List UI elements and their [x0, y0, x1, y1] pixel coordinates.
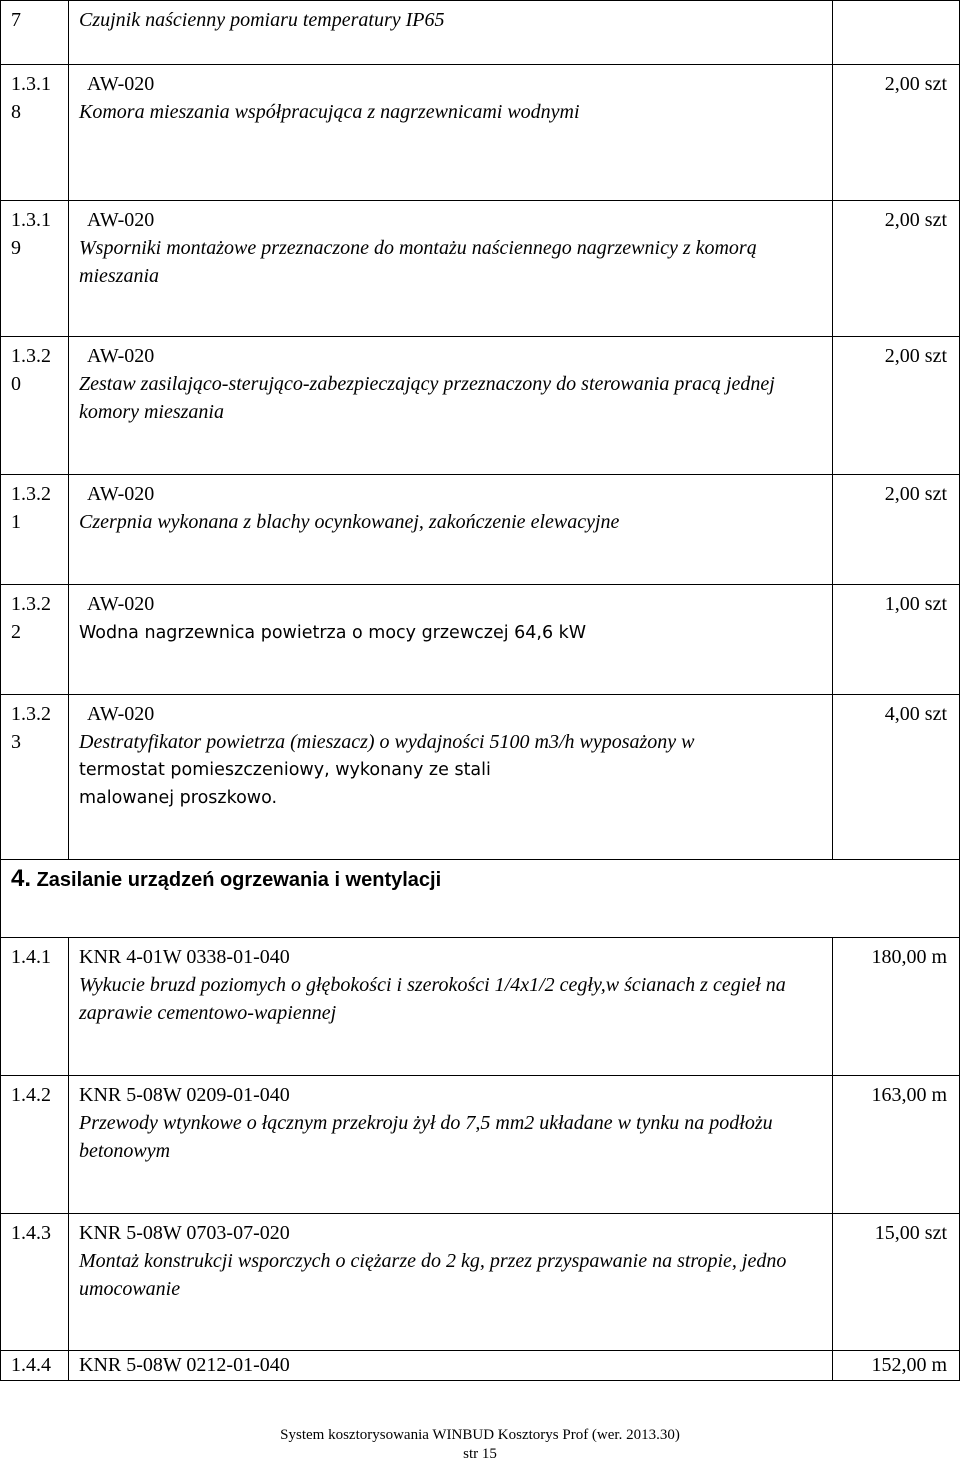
position-number: 1.3.2 3	[1, 695, 69, 860]
position-quantity: 2,00 szt	[833, 475, 960, 585]
description-text: Zestaw zasilająco-sterująco-zabezpieczający przeznaczony do sterowania pracą jednej komory mieszania	[79, 373, 775, 423]
position-number: 1.4.1	[1, 938, 69, 1076]
position-quantity	[833, 1, 960, 65]
catalog-code: AW-020	[87, 703, 155, 725]
catalog-code: KNR 5-08W 0209-01-040	[79, 1084, 290, 1106]
description-text: Czerpnia wykonana z blachy ocynkowanej, zakończenie elewacyjne	[79, 511, 620, 533]
software-info: System kosztorysowania WINBUD Kosztorys Prof (wer. 2013.30)	[280, 1427, 680, 1443]
position-quantity: 2,00 szt	[833, 65, 960, 201]
catalog-code: AW-020	[87, 345, 155, 367]
position-description	[69, 201, 833, 337]
description-text: Montaż konstrukcji wsporczych o ciężarze do 2 kg, przez przyspawanie na stropie, jedno umocowanie	[79, 1250, 787, 1300]
catalog-code: KNR 5-08W 0212-01-040	[79, 1354, 290, 1376]
position-description	[69, 585, 833, 695]
position-quantity: 152,00 m	[833, 1351, 960, 1381]
table-row	[1, 1, 960, 65]
section-header-row	[1, 860, 960, 938]
position-quantity: 163,00 m	[833, 1076, 960, 1214]
table-row	[1, 337, 960, 475]
position-number: 1.3.1 8	[1, 65, 69, 201]
position-description	[69, 65, 833, 201]
position-quantity: 2,00 szt	[833, 201, 960, 337]
description-text: Wsporniki montażowe przeznaczone do montażu naściennego nagrzewnicy z komorą mieszania	[79, 237, 757, 287]
position-description	[69, 1076, 833, 1214]
page-number: str 15	[463, 1446, 497, 1462]
description-text: Wykucie bruzd poziomych o głębokości i szerokości 1/4x1/2 cegły,w ścianach z cegieł na zaprawie cementowo-wapiennej	[79, 974, 786, 1024]
catalog-code: KNR 5-08W 0703-07-020	[79, 1222, 290, 1244]
position-description	[69, 1351, 833, 1381]
table-row	[1, 201, 960, 337]
table-row	[1, 1351, 960, 1381]
section-title: Zasilanie urządzeń ogrzewania i wentylacji	[36, 869, 442, 891]
position-quantity: 1,00 szt	[833, 585, 960, 695]
position-quantity: 180,00 m	[833, 938, 960, 1076]
table-row	[1, 1214, 960, 1351]
catalog-code: AW-020	[87, 209, 155, 231]
catalog-code: KNR 4-01W 0338-01-040	[79, 946, 290, 968]
description-text: Destratyfikator powietrza (mieszacz) o wydajności 5100 m3/h wyposażony w	[79, 731, 695, 753]
position-quantity: 4,00 szt	[833, 695, 960, 860]
table-row	[1, 65, 960, 201]
position-description	[69, 695, 833, 860]
position-description	[69, 1214, 833, 1351]
table-row	[1, 585, 960, 695]
catalog-code: AW-020	[87, 593, 155, 615]
position-quantity: 15,00 szt	[833, 1214, 960, 1351]
description-text: Komora mieszania współpracująca z nagrzewnicami wodnymi	[79, 101, 580, 123]
table-row	[1, 695, 960, 860]
catalog-code: AW-020	[87, 73, 155, 95]
position-number: 1.3.1 9	[1, 201, 69, 337]
position-description	[69, 1, 833, 65]
position-number: 7	[1, 1, 69, 65]
page-footer	[0, 1426, 960, 1464]
description-text: Wodna nagrzewnica powietrza o mocy grzewczej 64,6 kW	[79, 623, 587, 643]
position-number: 1.4.3	[1, 1214, 69, 1351]
section-number: 4.	[11, 865, 32, 892]
table-row	[1, 1076, 960, 1214]
position-number: 1.3.2 2	[1, 585, 69, 695]
position-number: 1.4.4	[1, 1351, 69, 1381]
position-description	[69, 938, 833, 1076]
position-description	[69, 337, 833, 475]
description-text: Przewody wtynkowe o łącznym przekroju żył do 7,5 mm2 układane w tynku na podłożu betonowym	[79, 1112, 773, 1162]
section-heading	[1, 860, 960, 938]
position-number: 1.3.2 1	[1, 475, 69, 585]
position-quantity: 2,00 szt	[833, 337, 960, 475]
table-row	[1, 938, 960, 1076]
position-description	[69, 475, 833, 585]
description-text: Czujnik naścienny pomiaru temperatury IP65	[79, 9, 445, 31]
description-text-continued: termostat pomieszczeniowy, wykonany ze stali malowanej proszkowo.	[79, 760, 491, 808]
catalog-code: AW-020	[87, 483, 155, 505]
table-row	[1, 475, 960, 585]
position-number: 1.3.2 0	[1, 337, 69, 475]
position-number: 1.4.2	[1, 1076, 69, 1214]
